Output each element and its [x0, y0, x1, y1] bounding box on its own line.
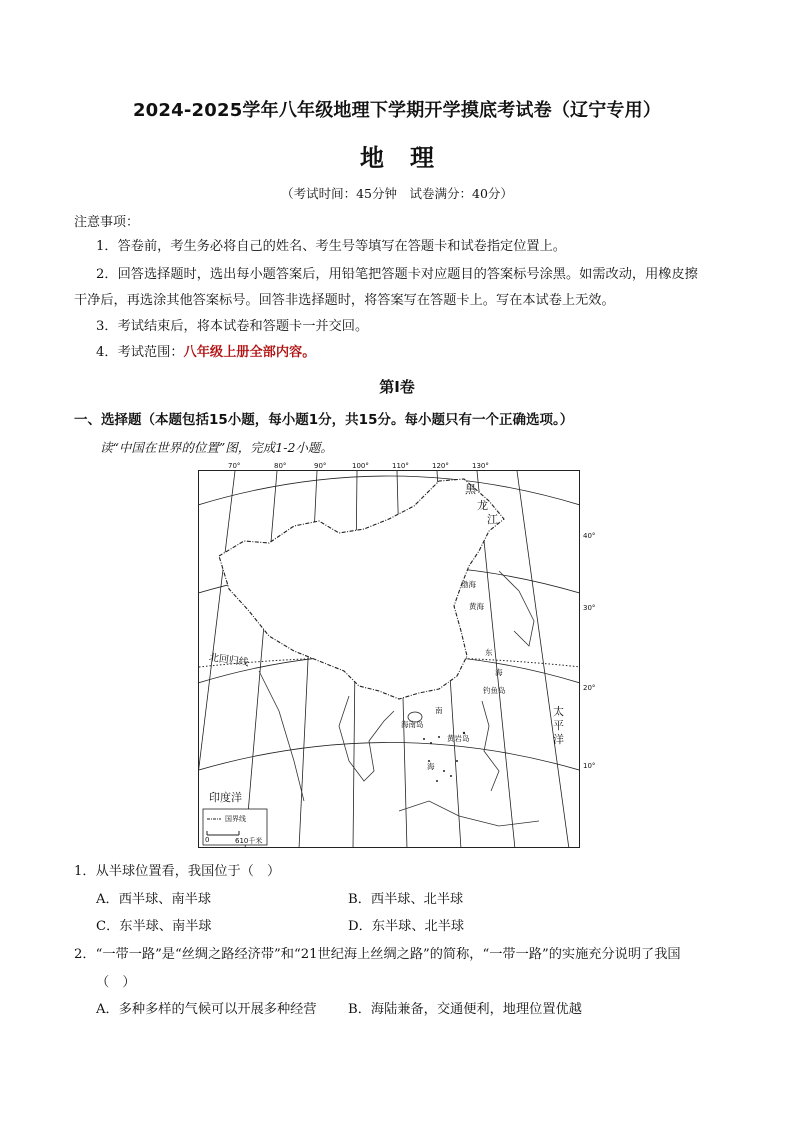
latitude-label: 20°: [583, 684, 596, 692]
question-2-stem: 2．“一带一路”是“丝绸之路经济带”和“21世纪海上丝绸之路”的简称，“一带一路”的实施充分说明了我国: [74, 947, 681, 962]
question-1-option-b[interactable]: B．西半球、北半球: [348, 892, 464, 907]
label-heilongjiang: 龙: [477, 499, 488, 512]
indochina-coast: [339, 696, 394, 781]
borneo-coast: [399, 801, 539, 826]
meridian-140: [517, 471, 569, 848]
parallel-10: [199, 743, 580, 777]
note-item: [96, 340, 315, 366]
paper-title: 2024-2025学年八年级地理下学期开学摸底考试卷（辽宁专用）: [132, 100, 662, 121]
longitude-label: 120°: [432, 462, 449, 470]
china-world-position-map: [198, 470, 580, 848]
label-huangyan: 黄岩岛: [447, 734, 470, 743]
longitude-label: 90°: [314, 462, 327, 470]
question-1-option-c[interactable]: C．东半球、南半球: [96, 919, 212, 934]
label-donghai: 东: [485, 648, 493, 657]
label-hainan: 海南岛: [401, 720, 424, 729]
philippines-coast: [482, 701, 499, 791]
parallel-40: [199, 476, 580, 511]
map-svg: [199, 471, 580, 848]
section-title: 一、选择题（本题包括15小题，每小题1分，共15分。每小题只有一个正确选项。）: [74, 412, 574, 428]
notes-title: 注意事项：: [74, 215, 140, 230]
question-1-option-d[interactable]: D．东半球、北半球: [348, 919, 465, 934]
longitude-label: 70°: [228, 462, 241, 470]
japan-coast: [499, 571, 534, 646]
question-2-stem-continued: （ ）: [96, 975, 136, 990]
label-pacific: 平: [553, 719, 564, 732]
exam-info: （考试时间：45分钟 试卷满分：40分）: [281, 186, 513, 201]
longitude-label: 130°: [472, 462, 489, 470]
label-heilongjiang: 江: [487, 513, 498, 526]
note-item: 2．回答选择题时，选出每小题答案后，用铅笔把答题卡对应题目的答案标号涂黑。如需改动，用橡皮擦干净后，再选涂其他答案标号。回答非选择题时，将答案写在答题卡上。写在本试卷上无效。: [74, 267, 698, 308]
note-scope-value: 八年级上册全部内容。: [183, 345, 316, 360]
legend-boundary-label: 国界线: [225, 815, 246, 823]
label-pacific: 洋: [553, 733, 564, 746]
question-1-option-a[interactable]: A．西半球、南半球: [96, 892, 212, 907]
label-tropic-of-cancer: 北回归线: [208, 652, 250, 669]
note-item: 3．考试结束后，将本试卷和答题卡一并交回。: [96, 319, 369, 334]
latitude-label: 30°: [583, 604, 596, 612]
volume-label: 第Ⅰ卷: [379, 378, 415, 396]
meridian-80: [245, 471, 277, 848]
latitude-label: 10°: [583, 762, 596, 770]
label-donghai: 海: [495, 668, 503, 677]
question-2-option-a[interactable]: A．多种多样的气候可以开展多种经营: [96, 1002, 317, 1017]
label-bohai: 渤海: [461, 580, 476, 589]
latitude-label: 40°: [583, 532, 596, 540]
scale-length: 610千米: [235, 837, 263, 845]
note-scope-prefix: 4．考试范围：: [96, 345, 184, 360]
label-nanhai: 海: [427, 762, 435, 771]
subject-heading: 地理: [360, 144, 460, 172]
label-diaoyu: 钓鱼岛: [483, 686, 506, 695]
longitude-label: 100°: [352, 462, 369, 470]
label-nanhai: 南: [435, 706, 443, 715]
section-instruction: 读“中国在世界的位置”图，完成1-2小题。: [100, 440, 333, 455]
longitude-label: 110°: [392, 462, 409, 470]
india-coast: [259, 671, 304, 801]
label-indian-ocean: 印度洋: [209, 791, 242, 804]
question-2-option-b[interactable]: B．海陆兼备，交通便利，地理位置优越: [348, 1002, 582, 1017]
question-1-stem: 1．从半球位置看，我国位于（ ）: [74, 864, 281, 879]
scale-zero: 0: [205, 836, 210, 844]
label-huanghai: 黄海: [469, 602, 484, 611]
longitude-label: 80°: [274, 462, 287, 470]
label-pacific: 太: [553, 705, 564, 718]
label-heilongjiang: 黑: [465, 483, 476, 496]
note-item: 1．答卷前，考生务必将自己的姓名、考生号等填写在答题卡和试卷指定位置上。: [96, 239, 566, 254]
